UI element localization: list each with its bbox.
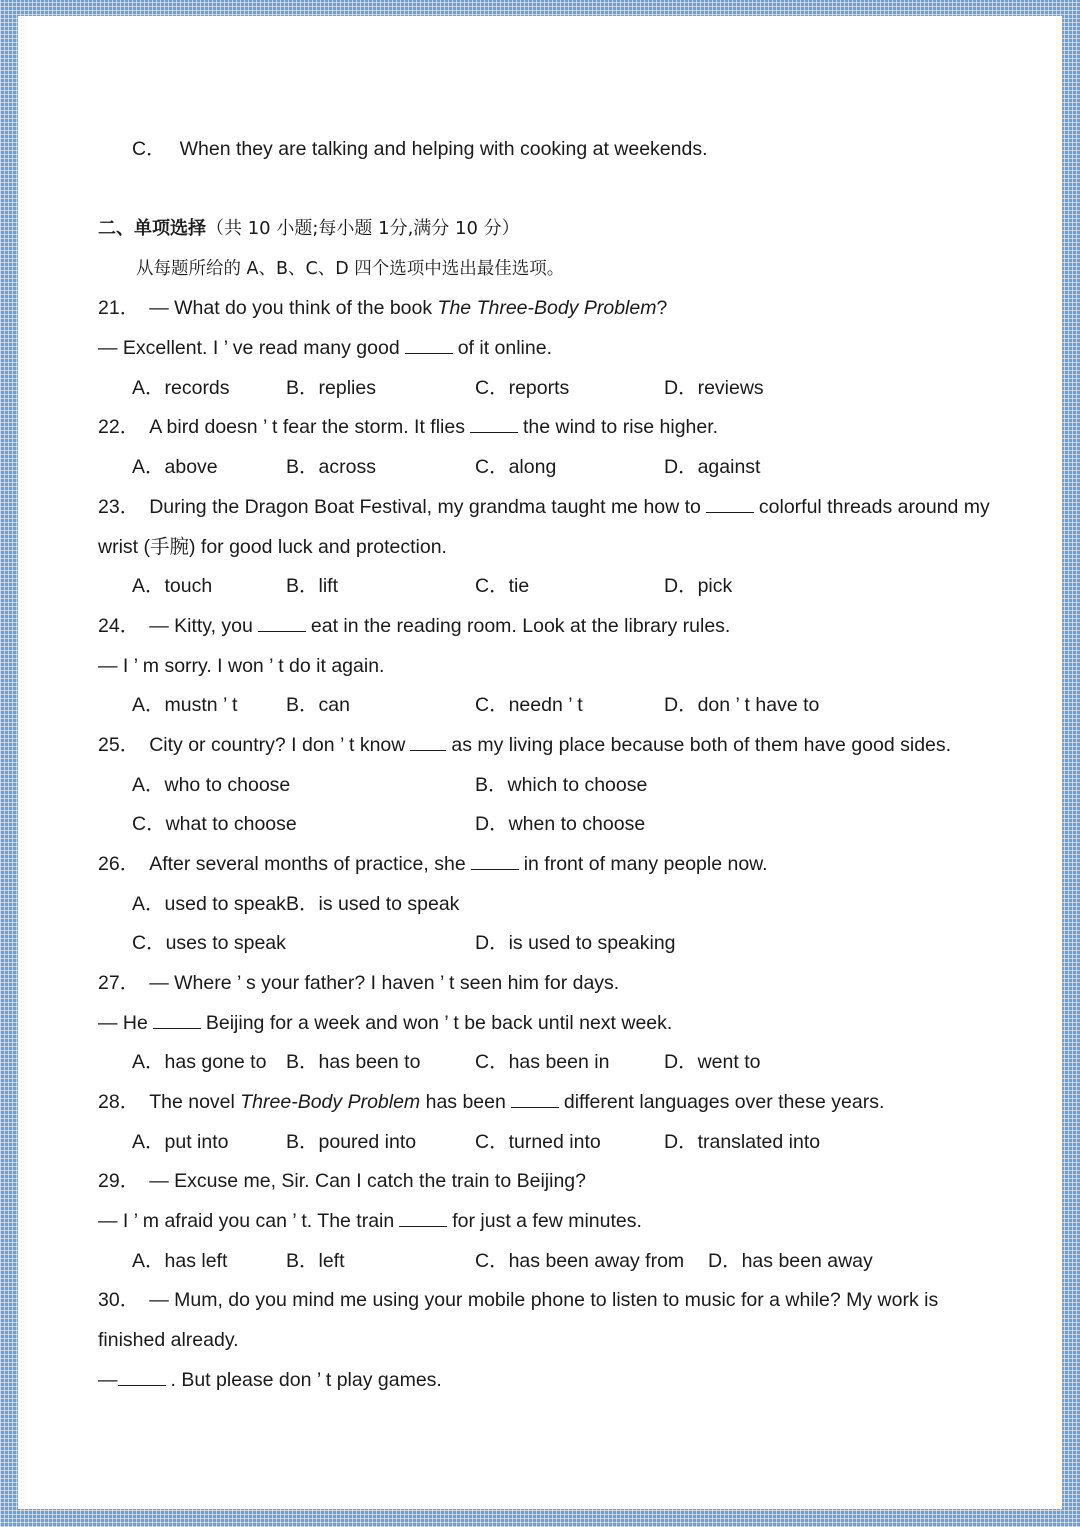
- q27-option-c: C．has been in: [475, 1051, 610, 1073]
- answer-blank: [470, 414, 518, 433]
- question-29: [98, 1168, 586, 1194]
- answer-blank: [118, 1367, 166, 1386]
- question-24-reply: — I ’ m sorry. I won ’ t do it again.: [98, 655, 385, 677]
- question-text: —: [98, 1369, 118, 1391]
- question-text: — I ’ m afraid you can ’ t. The train: [98, 1210, 395, 1232]
- question-text: — What do you think of the book: [149, 297, 438, 319]
- question-27-reply: [98, 1010, 672, 1036]
- answer-blank: [511, 1089, 559, 1108]
- q27-option-d: D．went to: [664, 1051, 761, 1073]
- q21-option-b: B．replies: [286, 377, 376, 399]
- q23-option-b: B．lift: [286, 575, 339, 597]
- question-23-cont: wrist (手腕) for good luck and protection.: [98, 536, 447, 558]
- q23-option-c: C．tie: [475, 575, 530, 597]
- question-number: 28．: [98, 1091, 140, 1113]
- question-text: colorful threads around my: [758, 496, 990, 518]
- q23-option-d: D．pick: [664, 575, 733, 597]
- question-21-reply: [98, 335, 552, 361]
- question-25: [98, 732, 951, 758]
- question-text: as my living place because both of them have good sides.: [451, 734, 952, 756]
- question-text: the wind to rise higher.: [522, 416, 719, 438]
- question-number: 30．: [98, 1289, 140, 1311]
- answer-blank: [405, 335, 453, 354]
- q21-option-d: D．reviews: [664, 377, 764, 399]
- question-text: ?: [656, 297, 668, 319]
- question-30: [98, 1287, 938, 1313]
- q23-option-a: A．touch: [132, 575, 213, 597]
- question-text: After several months of practice, she: [149, 853, 466, 875]
- q21-option-a: A．records: [132, 377, 230, 399]
- question-24: [98, 613, 730, 639]
- question-22: [98, 414, 718, 440]
- q26-option-d: D．is used to speaking: [475, 932, 676, 954]
- question-29-reply: [98, 1208, 642, 1234]
- question-text: — Mum, do you mind me using your mobile phone to listen to music for a while? My work is: [149, 1289, 939, 1311]
- question-text: — He: [98, 1012, 148, 1034]
- question-text: Beijing for a week and won ’ t be back until next week.: [205, 1012, 673, 1034]
- q29-option-c: C．has been away from: [475, 1250, 685, 1272]
- section-title: 二、单项选择: [98, 218, 206, 239]
- q28-option-a: A．put into: [132, 1131, 229, 1153]
- q24-option-a: A．mustn ’ t: [132, 694, 238, 716]
- question-text: in front of many people now.: [523, 853, 768, 875]
- question-number: 25．: [98, 734, 140, 756]
- q29-option-a: A．has left: [132, 1250, 228, 1272]
- q28-option-c: C．turned into: [475, 1131, 601, 1153]
- question-text: different languages over these years.: [563, 1091, 885, 1113]
- question-text: has been: [420, 1091, 506, 1113]
- exam-page: [18, 16, 1062, 1509]
- q25-option-b: B．which to choose: [475, 774, 648, 796]
- q25-option-a: A．who to choose: [132, 774, 291, 796]
- q21-option-c: C．reports: [475, 377, 570, 399]
- q27-option-a: A．has gone to: [132, 1051, 267, 1073]
- answer-blank: [153, 1010, 201, 1029]
- question-30-cont: finished already.: [98, 1329, 239, 1351]
- section-instruction: 从每题所给的 A、B、C、D 四个选项中选出最佳选项。: [136, 259, 565, 279]
- section-heading: [98, 216, 520, 242]
- question-26: [98, 851, 768, 877]
- question-text: of it online.: [457, 337, 552, 359]
- q22-option-d: D．against: [664, 456, 761, 478]
- q22-option-a: A．above: [132, 456, 218, 478]
- q28-option-b: B．poured into: [286, 1131, 417, 1153]
- q24-option-b: B．can: [286, 694, 350, 716]
- question-23: [98, 494, 990, 520]
- answer-blank: [471, 851, 519, 870]
- question-text: — Where ’ s your father? I haven ’ t seen him for days.: [149, 972, 620, 994]
- book-title: Three-Body Problem: [240, 1091, 421, 1113]
- q26-option-a: A．used to speak: [132, 893, 286, 915]
- option-text: When they are talking and helping with cooking at weekends.: [179, 138, 708, 160]
- question-text: During the Dragon Boat Festival, my grandma taught me how to: [149, 496, 701, 518]
- q24-option-d: D．don ’ t have to: [664, 694, 820, 716]
- option-letter: C．: [132, 138, 166, 160]
- q25-option-c: C．what to choose: [132, 813, 297, 835]
- q22-option-b: B．across: [286, 456, 376, 478]
- question-text: The novel: [149, 1091, 241, 1113]
- answer-blank: [410, 732, 446, 751]
- answer-blank: [258, 613, 306, 632]
- question-number: 29．: [98, 1170, 140, 1192]
- q24-option-c: C．needn ’ t: [475, 694, 583, 716]
- question-27: [98, 970, 619, 996]
- answer-blank: [706, 494, 754, 513]
- question-30-reply: [98, 1367, 442, 1393]
- question-text: A bird doesn ’ t fear the storm. It flies: [149, 416, 465, 438]
- question-text: eat in the reading room. Look at the library rules.: [310, 615, 731, 637]
- question-number: 23．: [98, 496, 140, 518]
- question-number: 26．: [98, 853, 140, 875]
- question-text: — Kitty, you: [149, 615, 253, 637]
- question-number: 24．: [98, 615, 140, 637]
- q27-option-b: B．has been to: [286, 1051, 421, 1073]
- question-text: — Excuse me, Sir. Can I catch the train to Beijing?: [149, 1170, 586, 1192]
- q22-option-c: C．along: [475, 456, 557, 478]
- question-text: — Excellent. I ’ ve read many good: [98, 337, 400, 359]
- book-title: The Three-Body Problem: [437, 297, 657, 319]
- q26-option-c: C．uses to speak: [132, 932, 286, 954]
- question-text: . But please don ’ t play games.: [170, 1369, 442, 1391]
- q29-option-d: D．has been away: [708, 1250, 873, 1272]
- question-number: 27．: [98, 972, 140, 994]
- q28-option-d: D．translated into: [664, 1131, 821, 1153]
- carryover-option: [132, 136, 708, 162]
- q26-option-b: B．is used to speak: [286, 893, 460, 915]
- question-text: for just a few minutes.: [452, 1210, 642, 1232]
- question-number: 22．: [98, 416, 140, 438]
- question-number: 21．: [98, 297, 140, 319]
- question-21: [98, 295, 667, 321]
- q29-option-b: B．left: [286, 1250, 345, 1272]
- section-note: （共 10 小题;每小题 1分,满分 10 分）: [206, 218, 520, 239]
- question-text: City or country? I don ’ t know: [149, 734, 406, 756]
- question-28: [98, 1089, 884, 1115]
- answer-blank: [399, 1208, 447, 1227]
- q25-option-d: D．when to choose: [475, 813, 646, 835]
